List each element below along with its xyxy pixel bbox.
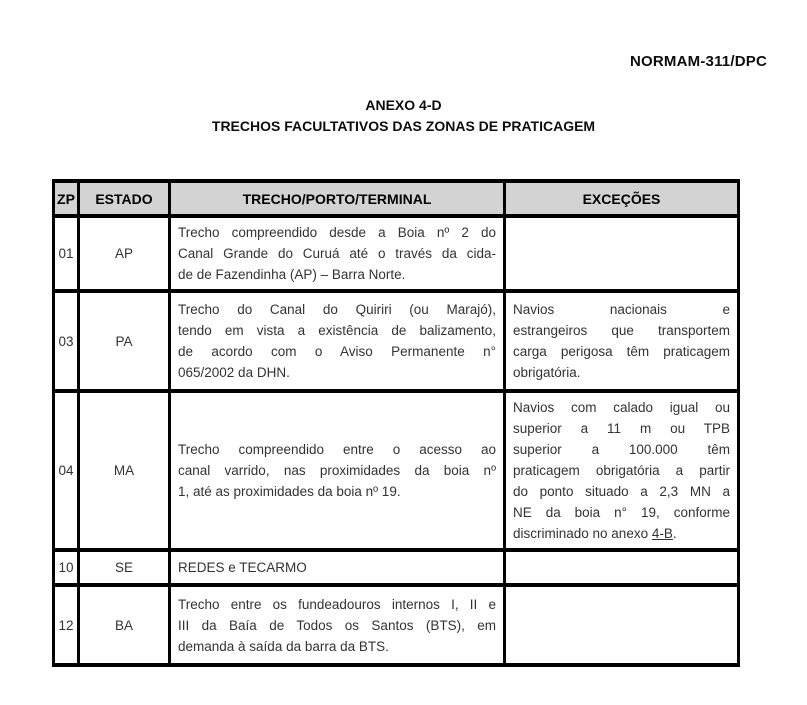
table-row-zp04 [54,391,739,550]
table-row-zp10 [54,550,739,585]
excecoes-cell [505,585,739,665]
trecho-cell: Trecho do Canal do Quiriri (ou Marajó), tendo em vista a existência de balizamento, de acordo com o Aviso Permanente n° 065/2002 da DHN. [170,291,505,391]
table-row-zp01 [54,216,739,291]
excecoes-lines: Navios com calado igual ou superior a 11 m ou TPB superior a 100.000 têm praticagem obrigatória a partir do ponto situado a 2,3 MN a NE da boia n° 19, conforme [513,400,730,520]
estado-cell: MA [79,391,170,550]
excecoes-cell: Navios nacionais e estrangeiros que transportem carga perigosa têm praticagem obrigatória. [505,291,739,391]
zp-cell: 12 [54,585,79,665]
excecoes-last-line [513,523,730,544]
zp-cell: 01 [54,216,79,291]
header-estado: ESTADO [79,181,170,216]
excecoes-last-suffix: . [672,526,677,541]
table-row-zp03 [54,291,739,391]
praticagem-table [52,179,740,667]
zp-cell: 04 [54,391,79,550]
header-zp: ZP [54,181,79,216]
trecho-cell: Trecho compreendido entre o acesso ao canal varrido, nas proximidades da boia nº 1, até as proximidades da boia nº 19. [170,391,505,550]
trecho-cell: Trecho compreendido desde a Boia nº 2 do Canal Grande do Curuá até o través da cida- de de Fazendinha (AP) – Barra Norte. [170,216,505,291]
excecoes-cell [505,550,739,585]
annex-subtitle: TRECHOS FACULTATIVOS DAS ZONAS DE PRATICAGEM [211,118,596,134]
excecoes-cell [505,216,739,291]
table-row-zp12 [54,585,739,665]
trecho-cell: REDES e TECARMO [170,550,505,585]
header-excecoes: EXCEÇÕES [505,181,739,216]
excecoes-last-prefix: discriminado no anexo [513,526,652,541]
excecoes-cell [505,391,739,550]
table-header-row [54,181,739,216]
anexo-4b-reference: 4-B [651,526,673,541]
annex-title: ANEXO 4-D [365,97,442,113]
zp-cell: 10 [54,550,79,585]
estado-cell: SE [79,550,170,585]
zp-cell: 03 [54,291,79,391]
doc-reference: NORMAM-311/DPC [630,53,767,70]
title-block [0,95,807,137]
estado-cell: BA [79,585,170,665]
trecho-cell: Trecho entre os fundeadouros internos I, II e III da Baía de Todos os Santos (BTS), em demanda à saída da barra da BTS. [170,585,505,665]
estado-cell: PA [79,291,170,391]
estado-cell: AP [79,216,170,291]
header-trecho: TRECHO/PORTO/TERMINAL [170,181,505,216]
